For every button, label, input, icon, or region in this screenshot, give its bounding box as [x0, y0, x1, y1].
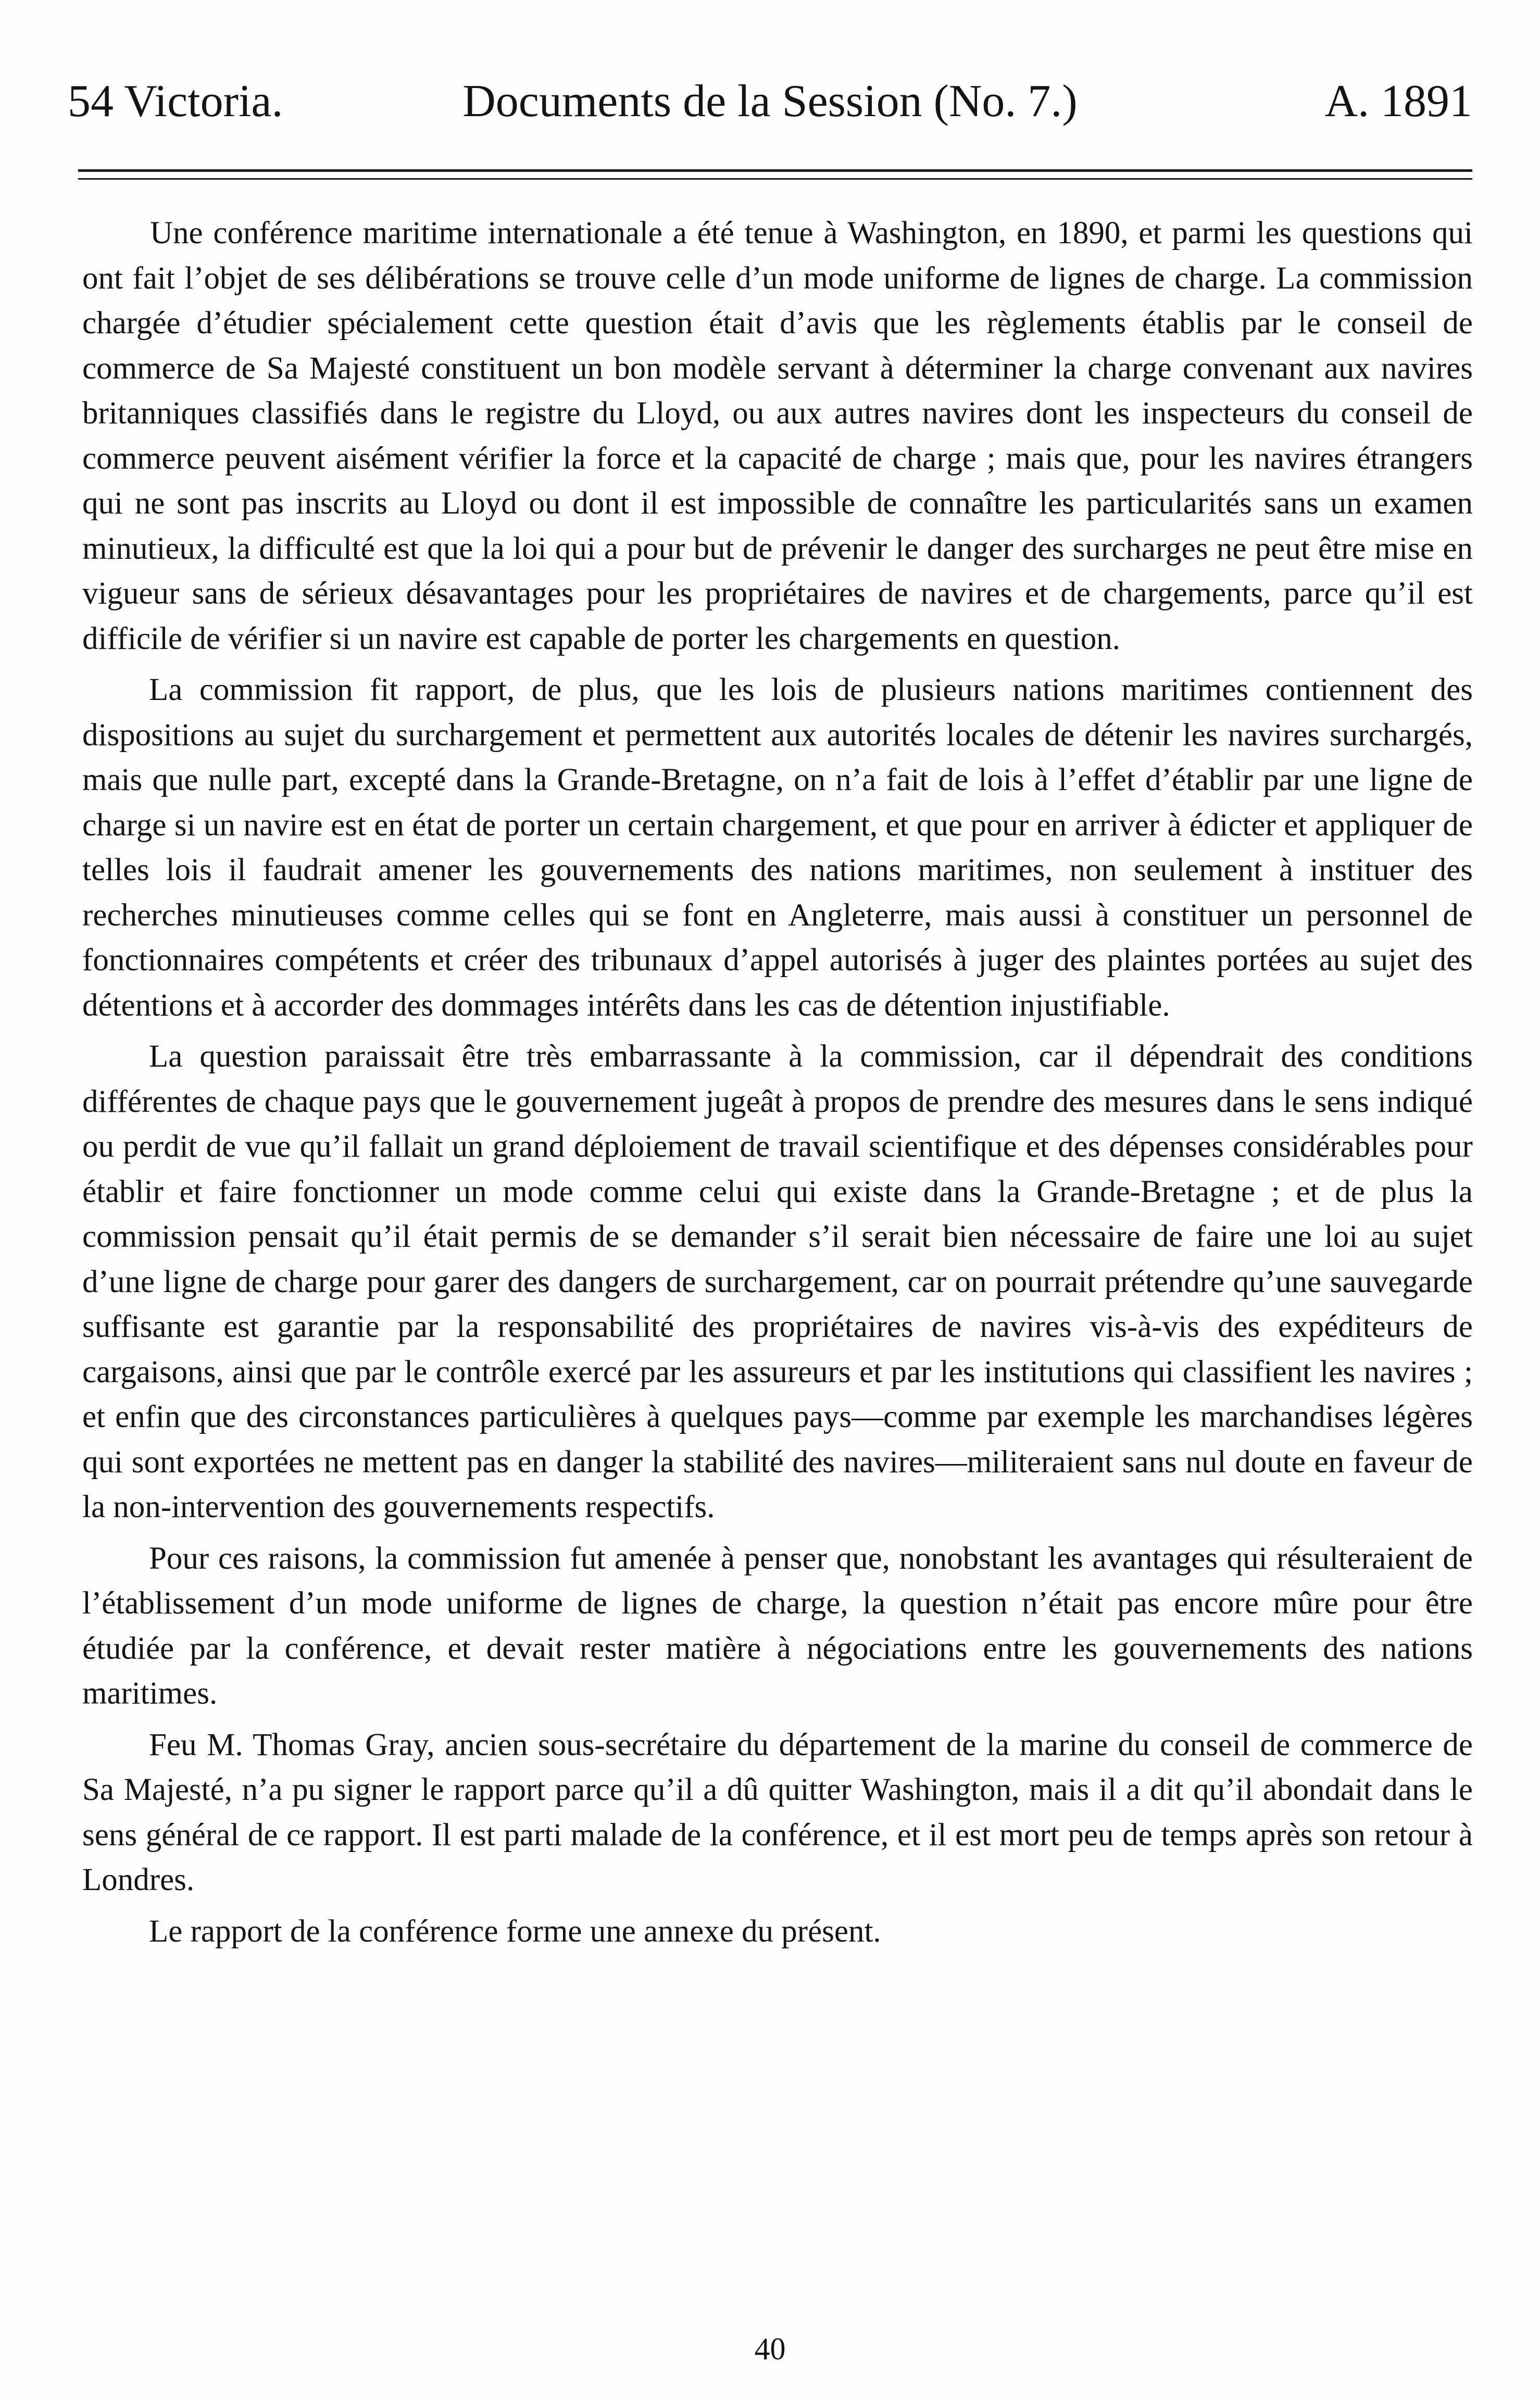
- paragraph: Le rapport de la conférence forme une annexe du présent.: [149, 1913, 881, 1949]
- paragraph: Pour ces raisons, la commission fut amenée à penser que, nonobstant les avantages qui résulteraient de l’établissement d’un mode uniforme de lignes de charge, la question n’était pas encore mûre pour être étudiée par la conférence, et devait rester matière à négociations entre les gouvernements des nations maritimes.: [82, 1541, 1473, 1711]
- paragraph: Feu M. Thomas Gray, ancien sous-secrétaire du département de la marine du conseil de commerce de Sa Majesté, n’a pu signer le rapport parce qu’il a dû quitter Washington, mais il a dit qu’il abondait dans le sens général de ce rapport. Il est parti malade de la conférence, et il est mort peu de temps après son retour à Londres.: [82, 1727, 1473, 1897]
- header-title: Documents de la Session (No. 7.): [462, 76, 1078, 127]
- header-volume: 54 Victoria.: [68, 76, 283, 127]
- paragraph: La commission fit rapport, de plus, que les lois de plusieurs nations maritimes contiennent des dispositions au sujet du surchargement et permettent aux autorités locales de détenir les navires surchargés, mais que nulle part, excepté dans la Grande-Bretagne, on n’a fait de lois à l’effet d’établir par une ligne de charge si un navire est en état de porter un certain chargement, et que pour en arriver à édicter et appliquer de telles lois il faudrait amener les gouvernements des nations maritimes, non seulement à instituer des recherches minutieuses comme celles qui se font en Angleterre, mais aussi à constituer un personnel de fonctionnaires compétents et créer des tribunaux d’appel autorisés à juger des plaintes portées au sujet des détentions et à accorder des dommages intérêts dans les cas de détention injustifiable.: [82, 672, 1473, 1023]
- header-year: A. 1891: [1324, 76, 1472, 127]
- page-number: 40: [754, 2332, 786, 2366]
- body-text: [82, 211, 1473, 1960]
- paragraph: La question paraissait être très embarrassante à la commission, car il dépendrait des conditions différentes de chaque pays que le gouvernement jugeât à propos de prendre des mesures dans le sens indiqué ou perdit de vue qu’il fallait un grand déploiement de travail scientifique et des dépenses considérables pour établir et faire fonctionner un mode comme celui qui existe dans la Grande-Bretagne ; et de plus la commission pensait qu’il était permis de se demander s’il serait bien nécessaire de faire une loi au sujet d’une ligne de charge pour garer des dangers de surchargement, car on pourrait prétendre qu’une sauvegarde suffisante est garantie par la responsabilité des propriétaires de navires vis-à-vis des expéditeurs de cargaisons, ainsi que par le contrôle exercé par les assureurs et par les institutions qui classifient les navires ; et enfin que des circonstances particulières à quelques pays—comme par exemple les marchandises légères qui sont exportées ne mettent pas en danger la stabilité des navires—militeraient sans nul doute en faveur de la non-intervention des gouvernements respectifs.: [82, 1039, 1473, 1524]
- header-rule-thick: [78, 169, 1472, 172]
- header-rule-thin: [78, 178, 1472, 180]
- running-header: [68, 73, 1472, 130]
- paragraph: Une conférence maritime internationale a été tenue à Washington, en 1890, et parmi les questions qui ont fait l’objet de ses délibérations se trouve celle d’un mode uniforme de lignes de charge. La commission chargée d’étudier spécialement cette question était d’avis que les règlements établis par le conseil de commerce de Sa Majesté constituent un bon modèle servant à déterminer la charge convenant aux navires britanniques classifiés dans le registre du Lloyd, ou aux autres navires dont les inspecteurs du conseil de commerce peuvent aisément vérifier la force et la capacité de charge ; mais que, pour les navires étrangers qui ne sont pas inscrits au Lloyd ou dont il est impossible de connaître les particularités sans un examen minutieux, la difficulté est que la loi qui a pour but de prévenir le danger des surcharges ne peut être mise en vigueur sans de sérieux désavantages pour les propriétaires de navires et de chargements, parce qu’il est difficile de vérifier si un navire est capable de porter les chargements en question.: [82, 216, 1473, 656]
